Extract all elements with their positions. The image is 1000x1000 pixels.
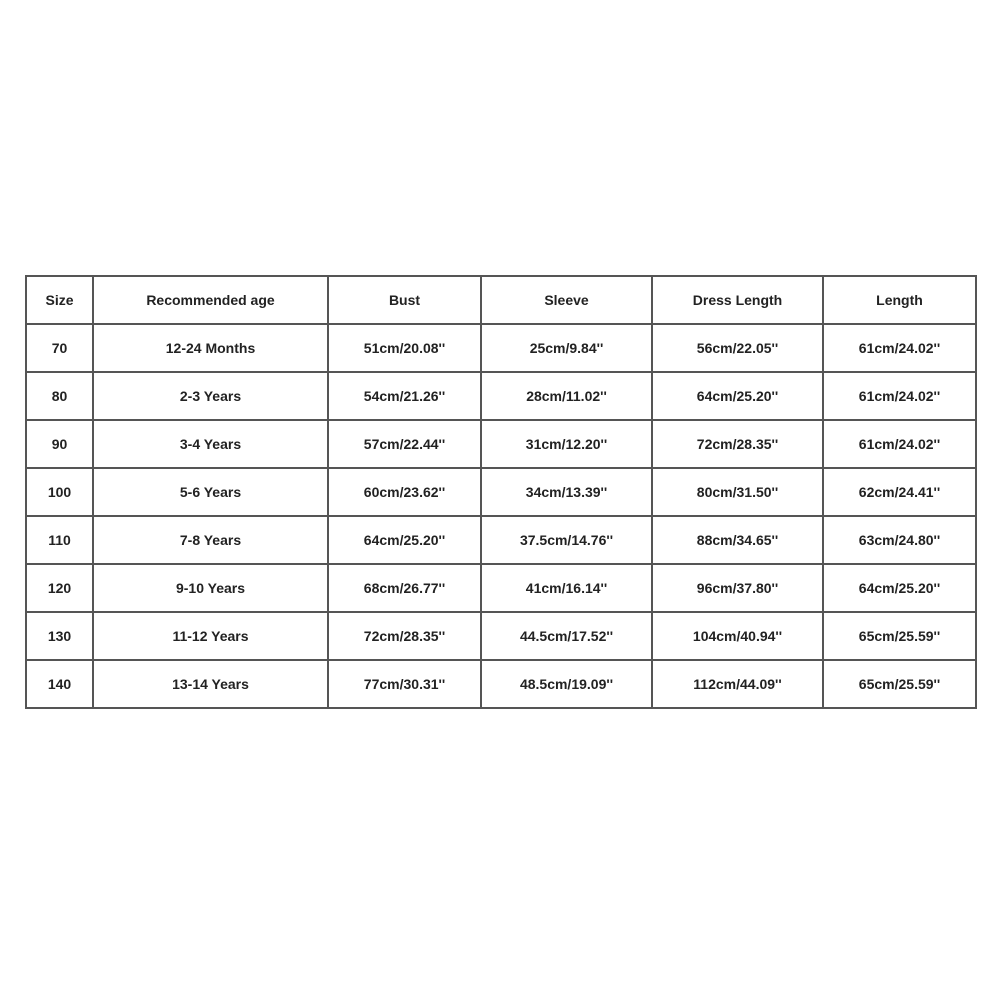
cell-age: 7-8 Years <box>93 516 328 564</box>
cell-bust: 57cm/22.44'' <box>328 420 481 468</box>
cell-dress-length: 72cm/28.35'' <box>652 420 823 468</box>
table-row <box>26 468 976 516</box>
header-recommended-age: Recommended age <box>93 276 328 324</box>
cell-size: 70 <box>26 324 93 372</box>
table-row <box>26 324 976 372</box>
cell-age: 2-3 Years <box>93 372 328 420</box>
cell-sleeve: 25cm/9.84'' <box>481 324 652 372</box>
header-length: Length <box>823 276 976 324</box>
cell-age: 3-4 Years <box>93 420 328 468</box>
cell-sleeve: 48.5cm/19.09'' <box>481 660 652 708</box>
cell-sleeve: 31cm/12.20'' <box>481 420 652 468</box>
table-row <box>26 372 976 420</box>
cell-sleeve: 28cm/11.02'' <box>481 372 652 420</box>
cell-bust: 77cm/30.31'' <box>328 660 481 708</box>
cell-bust: 72cm/28.35'' <box>328 612 481 660</box>
cell-dress-length: 112cm/44.09'' <box>652 660 823 708</box>
cell-sleeve: 37.5cm/14.76'' <box>481 516 652 564</box>
cell-length: 62cm/24.41'' <box>823 468 976 516</box>
size-chart-table <box>25 275 977 709</box>
cell-age: 12-24 Months <box>93 324 328 372</box>
cell-length: 65cm/25.59'' <box>823 612 976 660</box>
cell-bust: 68cm/26.77'' <box>328 564 481 612</box>
cell-bust: 54cm/21.26'' <box>328 372 481 420</box>
cell-length: 65cm/25.59'' <box>823 660 976 708</box>
cell-age: 11-12 Years <box>93 612 328 660</box>
cell-sleeve: 44.5cm/17.52'' <box>481 612 652 660</box>
cell-size: 130 <box>26 612 93 660</box>
cell-size: 110 <box>26 516 93 564</box>
table-row <box>26 516 976 564</box>
table-row <box>26 612 976 660</box>
cell-bust: 64cm/25.20'' <box>328 516 481 564</box>
cell-bust: 51cm/20.08'' <box>328 324 481 372</box>
cell-dress-length: 80cm/31.50'' <box>652 468 823 516</box>
cell-dress-length: 104cm/40.94'' <box>652 612 823 660</box>
cell-sleeve: 41cm/16.14'' <box>481 564 652 612</box>
table-row <box>26 420 976 468</box>
cell-dress-length: 56cm/22.05'' <box>652 324 823 372</box>
cell-size: 80 <box>26 372 93 420</box>
header-bust: Bust <box>328 276 481 324</box>
table-row <box>26 564 976 612</box>
header-size: Size <box>26 276 93 324</box>
table-header-row <box>26 276 976 324</box>
header-dress-length: Dress Length <box>652 276 823 324</box>
cell-size: 140 <box>26 660 93 708</box>
cell-length: 64cm/25.20'' <box>823 564 976 612</box>
cell-dress-length: 88cm/34.65'' <box>652 516 823 564</box>
cell-age: 13-14 Years <box>93 660 328 708</box>
cell-length: 63cm/24.80'' <box>823 516 976 564</box>
cell-sleeve: 34cm/13.39'' <box>481 468 652 516</box>
cell-size: 90 <box>26 420 93 468</box>
cell-dress-length: 64cm/25.20'' <box>652 372 823 420</box>
cell-age: 9-10 Years <box>93 564 328 612</box>
cell-size: 100 <box>26 468 93 516</box>
header-sleeve: Sleeve <box>481 276 652 324</box>
cell-size: 120 <box>26 564 93 612</box>
cell-length: 61cm/24.02'' <box>823 372 976 420</box>
table-row <box>26 660 976 708</box>
cell-bust: 60cm/23.62'' <box>328 468 481 516</box>
cell-length: 61cm/24.02'' <box>823 420 976 468</box>
cell-length: 61cm/24.02'' <box>823 324 976 372</box>
cell-dress-length: 96cm/37.80'' <box>652 564 823 612</box>
cell-age: 5-6 Years <box>93 468 328 516</box>
